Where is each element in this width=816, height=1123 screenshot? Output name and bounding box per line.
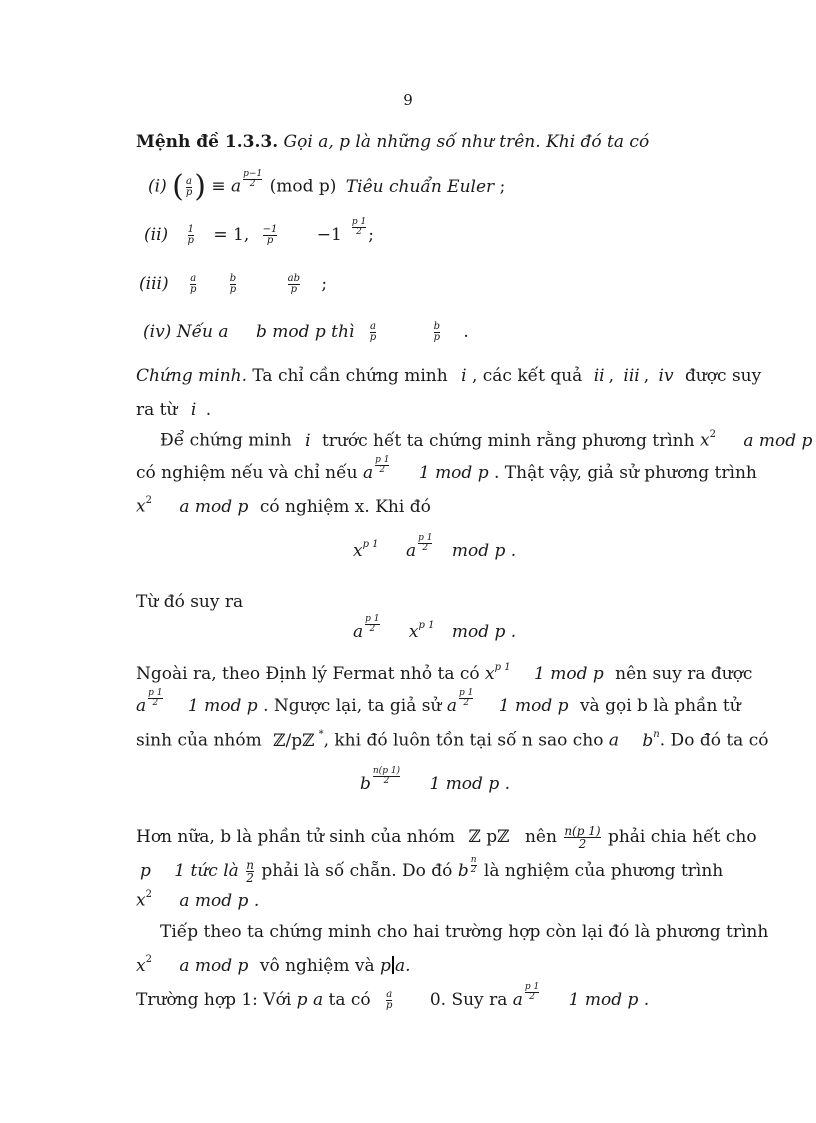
exponent: p 1 [418,620,435,631]
congruence: mod p . [451,622,517,642]
frac-num: n(p 1) [564,824,601,838]
congruence: 1 mod p [498,696,569,716]
congruence: mod p . [451,541,517,561]
proof-line-12 [136,889,260,911]
congruence: a mod p [743,430,813,451]
text: ta có [328,990,371,1010]
proposition-statement: Gọi a, p là những số như trên. Khi đó ta có [283,132,650,152]
item-iv-mid: b mod p thì [255,322,355,342]
var-x: x [408,622,419,642]
item-i-name: Tiêu chuẩn Euler [345,176,495,197]
exponent: 2 [145,954,152,966]
text: có nghiệm x. Khi đó [259,496,431,517]
exponent: 2 [145,889,152,900]
text: sinh của nhóm [136,730,262,751]
congruence: 1 mod p [534,664,604,684]
text: . [205,400,212,420]
ref-ii: ii [593,366,605,386]
item-ii-end: ; [368,225,374,245]
exp-num: p 1 [148,688,163,698]
exp-num: p 1 [524,982,540,992]
item-iv-end: . [463,322,469,342]
frac-den: 2 [578,837,587,851]
var-x: x [353,541,363,561]
var-b: b [360,774,371,794]
exp-num: n(p 1) [372,766,401,776]
text: . Thật vậy, giả sử phương trình [494,463,757,483]
proposition-heading [136,134,649,151]
frac-den: p [229,284,237,295]
proof-line-14 [136,956,410,975]
equation-1 [353,533,517,563]
exp-den: 2 [249,178,256,189]
text: 1 tức là [174,861,239,881]
text: có nghiệm nếu và chỉ nếu [136,463,358,483]
exp-num: p−1 [243,168,263,179]
proof-line-11 [140,855,724,885]
item-ii-eq: = 1, [213,225,250,245]
exponent: 2 [709,429,716,440]
proof-line-1 [136,368,761,385]
text-cursor [392,956,394,974]
exp-den: 2 [379,465,386,475]
frac-num: 1 [187,224,194,235]
proof-line-10 [136,825,757,850]
proof-line-7 [136,662,753,684]
group-z-pz: ℤ pℤ [468,827,510,847]
exp-den: 2 [383,776,390,786]
text: và gọi b là phần tử [579,696,741,716]
item-iii-end: ; [321,274,328,294]
text: , [643,366,650,386]
exp-den: 2 [529,992,535,1002]
item-iv-label: (iv) Nếu a [143,322,229,342]
frac-num: n [246,858,254,872]
exp-num: p 1 [418,533,433,543]
frac-num: −1 [262,224,278,235]
text: Để chứng minh [160,430,292,451]
exp-den: 2 [369,624,376,634]
congruence: a mod p . [179,890,260,911]
group-z-pz: ℤ/pℤ [273,730,315,751]
var-p: p [380,956,391,976]
page-number: 9 [403,91,413,109]
var-x: x [136,496,146,517]
frac-den: p [369,332,377,343]
proof-head: Chứng minh. [136,366,247,386]
var-a: a [405,541,417,561]
item-i-mod: (mod p) [269,176,337,197]
proof-line-3 [160,429,813,451]
text: là nghiệm của phương trình [483,861,724,881]
var-p: p [140,861,151,881]
p-divides-a: p a [296,990,324,1010]
var-x: x [700,430,710,451]
exp-den: 2 [152,698,159,708]
text: ra từ [136,400,178,420]
frac-den: p [433,332,440,343]
exp-num: n [470,855,477,865]
item-i [148,168,506,204]
proof-line-9 [136,729,769,751]
legendre-denominator: p [185,186,193,198]
var-b: b [457,861,469,881]
frac-num: a [190,273,197,284]
frac-den: p [189,284,197,295]
ref-i: i [305,430,311,451]
exp-num: p 1 [375,455,390,465]
frac-den: p [386,1000,393,1011]
equation-2 [353,614,517,644]
exp-den: 2 [463,698,470,708]
text: Ta chỉ cần chứng minh [252,366,448,386]
text: . Do đó ta có [659,730,769,751]
ref-i: i [461,366,467,386]
text: , [608,366,614,386]
exponent: p 1 [362,539,379,550]
exponent: p 1 [494,662,511,673]
exponent: n [653,729,660,740]
text: . Ngược lại, ta giả sử [263,696,442,716]
var-a: a [353,622,364,642]
var-x: x [136,956,146,976]
ref-iv: iv [658,366,674,386]
var-a: a [608,730,619,751]
text: phải chia hết cho [607,827,757,847]
var-a: a [136,696,147,716]
frac-num: a [370,321,376,332]
proof-line-8 [136,688,741,718]
exp-num: p 1 [351,217,367,227]
text: nên suy ra được [615,664,753,684]
congruence: a mod p [179,496,249,517]
exp-num: p 1 [365,614,380,624]
exp-den: 2 [470,865,477,875]
exp-num: p 1 [459,688,474,698]
equation-3 [360,766,511,796]
exponent: 2 [145,495,152,506]
ref-iii: iii [623,366,640,386]
text: Ngoài ra, theo Định lý Fermat nhỏ ta có [136,664,480,684]
legendre-numerator: a [186,175,193,187]
item-iv [143,322,469,343]
frac-num: ab [287,273,300,284]
proof-line-5 [136,495,431,517]
var-a: a. [394,956,411,976]
text: Hơn nữa, b là phần tử sinh của nhóm [136,827,456,847]
frac-num: a [386,989,393,1000]
item-iii-label: (iii) [139,274,169,294]
item-i-end: ; [499,176,506,197]
congruence: a mod p [179,956,249,976]
var-x: x [136,890,146,911]
var-a: a [446,696,458,716]
exp-den: 2 [422,543,429,553]
item-i-equiv: ≡ a [211,176,242,197]
frac-den: p [266,235,274,246]
text: được suy [684,366,762,386]
var-x: x [485,664,495,684]
text: , các kết quả [471,366,583,386]
frac-den: 2 [246,871,254,885]
exp-den: 2 [356,227,362,237]
text: 0. Suy ra [429,990,508,1010]
legendre-symbol: ( a p ) [172,169,206,204]
congruence: 1 mod p [187,696,258,716]
frac-den: p [290,284,297,295]
text: trước hết ta chứng minh rằng phương trình [321,430,695,451]
var-b: b [642,730,654,751]
frac-num: b [229,273,237,284]
text: vô nghiệm và [259,956,375,976]
proof-line-2 [136,402,211,419]
item-i-label: (i) [148,176,167,197]
proof-line-4 [136,455,757,485]
proof-line-6: Từ đó suy ra [136,592,244,612]
item-ii-rhs: −1 [316,225,342,245]
congruence: 1 mod p [418,463,489,483]
star-superscript: * [318,729,324,740]
proof-line-15 [136,982,650,1012]
var-a: a [512,990,523,1010]
item-iii [139,274,327,295]
congruence: 1 mod p . [429,774,511,794]
text: , khi đó luôn tồn tại số n sao cho [323,730,604,751]
text: Trường hợp 1: Với [136,990,292,1010]
congruence: 1 mod p . [568,990,650,1010]
proof-line-13: Tiếp theo ta chứng minh cho hai trường hợp còn lại đó là phương trình [160,922,769,942]
var-a: a [362,463,374,483]
item-ii-label: (ii) [144,225,169,245]
ref-i: i [190,400,197,420]
text: nên [524,827,557,847]
proposition-label: Mệnh đề 1.3.3. [136,132,279,152]
text: phải là số chẵn. Do đó [261,861,453,881]
frac-den: p [187,235,194,246]
frac-num: b [433,321,440,332]
item-ii [144,217,374,247]
